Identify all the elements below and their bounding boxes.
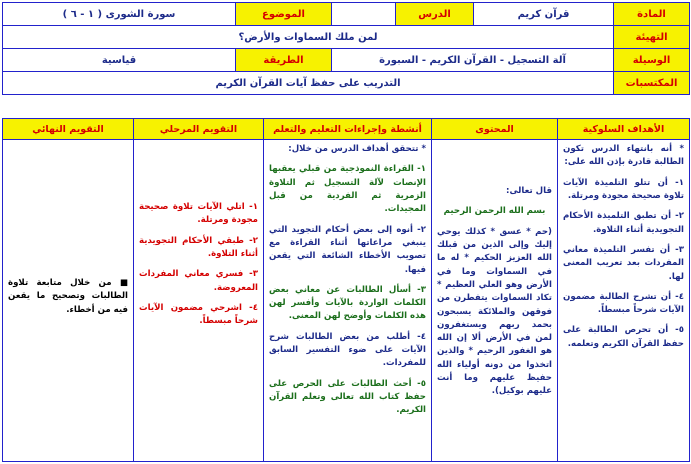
midterm-cell bbox=[134, 140, 264, 462]
means-value: آلة التسجيل - القرآن الكريم - السبورة bbox=[332, 49, 614, 72]
activities-intro: * تتحقق أهداف الدرس من خلال: bbox=[288, 144, 426, 154]
col-content-header: المحتوى bbox=[432, 119, 558, 140]
method-value: قياسية bbox=[3, 49, 236, 72]
col-final-header: التقويم النهائي bbox=[3, 119, 134, 140]
col-midterm-header: التقويم المرحلي bbox=[134, 119, 264, 140]
acquired-value: التدريب على حفظ آيات القرآن الكريم bbox=[3, 72, 614, 95]
content-intro: قال تعالى: bbox=[506, 186, 552, 196]
objectives-cell bbox=[558, 140, 690, 462]
col-activities-header: أنشطة وإجراءات التعليم والتعلم bbox=[264, 119, 432, 140]
midterm-item: ٢- طبقي الأحكام التجويدية أثناء التلاوة. bbox=[139, 235, 258, 259]
activities-cell bbox=[264, 140, 432, 462]
activity-item: ٣- أسأل الطالبات عن معاني بعض الكلمات الواردة بالآيات وأفسر لهن هذه الكلمات وأوضح لهن المعنى. bbox=[269, 284, 426, 322]
midterm-item: ١- اتلي الآيات تلاوة صحيحة مجودة ومرتلة. bbox=[139, 202, 258, 226]
final-evaluation-text: ■ من خلال متابعة تلاوة الطالبات وتصحيح ما يقعن فيه من أخطاء. bbox=[8, 278, 128, 315]
lesson-body-table bbox=[2, 118, 690, 462]
content-cell bbox=[432, 140, 558, 462]
lesson-header-table bbox=[2, 2, 690, 95]
lesson-label: الدرس bbox=[396, 3, 474, 26]
topic-label: الموضوع bbox=[236, 3, 332, 26]
basmala: بسم الله الرحمن الرحيم bbox=[443, 206, 546, 217]
activity-item: ٥- أحث الطالبات على الحرص على حفظ كتاب الله تعالى وتعلم القرآن الكريم. bbox=[269, 378, 426, 416]
objectives-intro: * أنه بانتهاء الدرس تكون الطالبة قادرة بإذن الله على: bbox=[563, 144, 684, 168]
objective-item: ٥- أن تحرص الطالبة على حفظ القرآن الكريم وتعلمه. bbox=[563, 325, 684, 349]
activity-item: ٤- أطلب من بعض الطالبات شرح الآيات على ضوء التفسير السابق للمفردات. bbox=[269, 331, 426, 369]
midterm-item: ٣- فسري معاني المفردات المعروضة. bbox=[139, 269, 258, 293]
quran-verses: (حم * عسق * كذلك يوحي إليك وإلى الذين من قبلك الله العزيز الحكيم * له ما في السماوات وما في الأرض وهو العلي العظيم * تكاد السماوات يتفطرن من فوقهن والملائكة يسبحون بحمد ربهم ويستغفرون لمن في الأرض ألا إن الله هو الغفور الرحيم * والذين اتخذوا من دونه أولياء الله حفيظ عليهم وما أنت عليهم بوكيل). bbox=[437, 226, 552, 397]
intro-value: لمن ملك السماوات والأرض؟ bbox=[3, 26, 614, 49]
intro-label: التهيئة bbox=[614, 26, 690, 49]
subject-label: المادة bbox=[614, 3, 690, 26]
objective-item: ٣- أن تفسر التلميذة معاني المفردات بعد تعريب المعنى لها. bbox=[563, 244, 684, 282]
activity-item: ١- القراءة النموذجية من قبلي يعقبها الإنصات لآلة التسجيل ثم التلاوة الزمرية ثم الفردية من قبل المجيدات. bbox=[269, 164, 426, 215]
midterm-item: ٤- اشرحي مضمون الآيات شرحاً مبسطاً. bbox=[139, 302, 258, 327]
topic-value: سورة الشورى ( ١ - ٦ ) bbox=[3, 3, 236, 26]
objective-item: ٤- أن تشرح الطالبة مضمون الآيات شرحاً مبسطاً. bbox=[563, 291, 684, 316]
objective-item: ١- أن تتلو التلميذة الآيات تلاوة صحيحة مجودة ومرتلة. bbox=[563, 177, 684, 201]
objective-item: ٢- أن تطبق التلميذة الأحكام التجويدية أثناء التلاوة. bbox=[563, 211, 684, 235]
method-label: الطريقة bbox=[236, 49, 332, 72]
activity-item: ٢- أنوه إلى بعض أحكام التجويد التي ينبغي مراعاتها أثناء القراءة مع تصويب الأخطاء الشائعة التي يقعن فيها. bbox=[269, 224, 426, 275]
final-cell bbox=[3, 140, 134, 462]
lesson-value bbox=[332, 3, 396, 26]
means-label: الوسيلة bbox=[614, 49, 690, 72]
col-objectives-header: الأهداف السلوكية bbox=[558, 119, 690, 140]
acquired-label: المكتسبات bbox=[614, 72, 690, 95]
subject-value: قرآن كريم bbox=[474, 3, 614, 26]
